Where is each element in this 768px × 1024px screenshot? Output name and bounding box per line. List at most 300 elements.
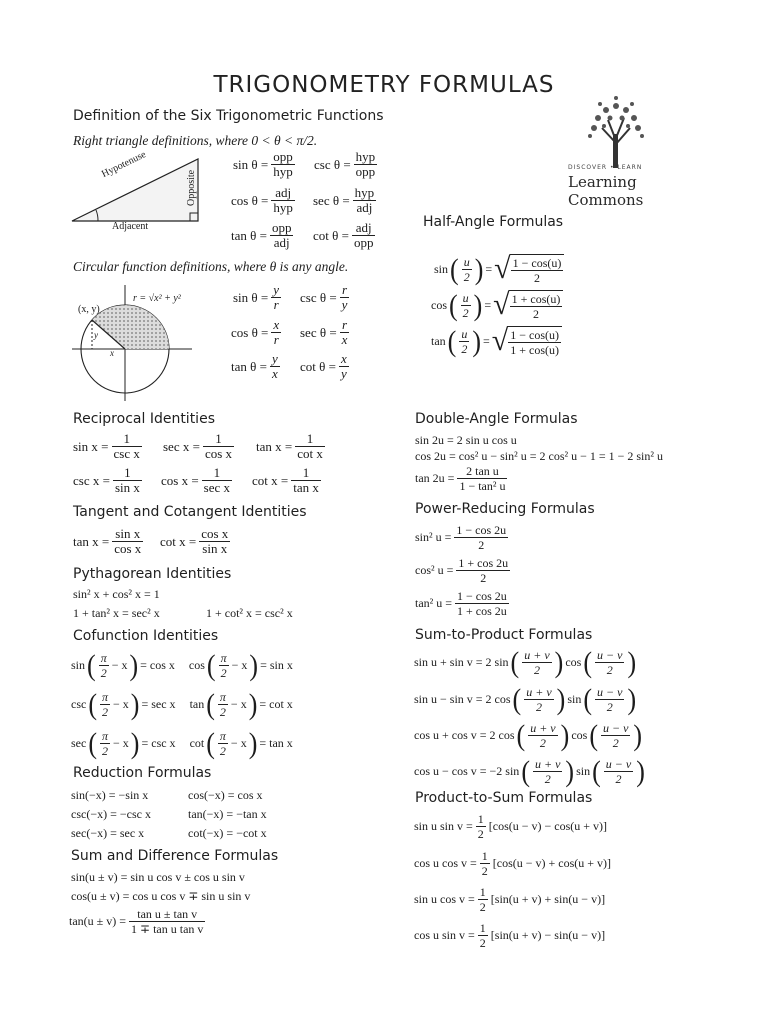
rhs: [sin(u + v) + sin(u − v)]: [490, 892, 606, 906]
numerator: hyp: [354, 185, 375, 200]
rhs: [sin(u + v) − sin(u − v)]: [490, 928, 606, 942]
fn-label: cos: [431, 298, 447, 312]
denominator: r: [273, 297, 279, 312]
recip-sec: [163, 432, 235, 461]
denominator: adj: [273, 235, 290, 250]
sum-to-product-row: [414, 645, 637, 679]
product-to-sum-heading: Product-to-Sum Formulas: [415, 790, 593, 806]
numerator: u: [463, 255, 470, 269]
equals: =: [483, 334, 490, 348]
half-tan-formula: [431, 326, 562, 357]
right-cos-label: cos θ =: [231, 192, 269, 208]
fraction: [270, 221, 294, 250]
sqrt: [494, 254, 564, 285]
fraction: [478, 921, 488, 950]
denominator: 2: [461, 342, 468, 356]
result: = sec x: [141, 697, 176, 711]
fraction: [219, 651, 229, 680]
adjacent-label: Adjacent: [112, 221, 149, 232]
denominator: x: [341, 332, 348, 347]
pyth-1: sin² x + cos² x = 1: [73, 587, 160, 601]
reciprocal-heading: Reciprocal Identities: [73, 411, 215, 427]
denominator: 2: [219, 744, 226, 758]
radius-label: r = √x² + y²: [133, 293, 181, 304]
recip-tan: [256, 432, 326, 461]
numerator: u: [461, 327, 468, 341]
sum-diff-sin: sin(u ± v) = sin u cos v ± cos u sin v: [71, 870, 245, 884]
result: = cot x: [259, 697, 293, 711]
sqrt: [492, 326, 562, 357]
denominator: 2: [612, 736, 619, 750]
numerator: 1 − cos 2u: [456, 523, 507, 537]
fraction: [203, 432, 234, 461]
fraction: [271, 283, 281, 312]
denominator: x: [271, 366, 278, 381]
fraction: [524, 685, 553, 714]
fraction: [271, 150, 295, 179]
denominator: 1 + cos(u): [510, 343, 560, 357]
numerator: 1: [291, 466, 321, 481]
pyth-2: 1 + tan² x = sec² x: [73, 606, 160, 620]
numerator: opp: [271, 220, 292, 235]
right-sec-label: sec θ =: [313, 192, 350, 208]
tree-icon: [576, 92, 656, 172]
rhs: [cos(u − v) + cos(u + v)]: [492, 856, 612, 870]
denominator: 2: [606, 700, 613, 714]
right-paren: ): [249, 648, 259, 682]
right-triangle-subtitle: Right triangle definitions, where 0 < θ < π/2.: [73, 133, 318, 148]
power-tan: [415, 589, 510, 618]
fraction: [511, 256, 564, 285]
recip-csc: [73, 466, 143, 495]
result: = tan x: [259, 736, 293, 750]
fraction: [218, 690, 228, 719]
fraction: [456, 556, 510, 585]
opposite-label: Opposite: [186, 169, 197, 206]
left-paren: (: [447, 324, 457, 358]
denominator: 2: [533, 271, 540, 285]
circ-cos-label: cos θ =: [231, 324, 269, 340]
double-tan: [415, 464, 508, 493]
minus-x: − x: [113, 736, 129, 750]
right-paren: ): [627, 682, 637, 716]
fraction: [454, 523, 508, 552]
fn-label: cos: [565, 655, 582, 669]
fraction: [455, 589, 509, 618]
left-paren: (: [88, 687, 97, 721]
denominator: 2: [478, 538, 485, 552]
lhs: sin² u =: [415, 530, 452, 544]
denominator: 2: [615, 772, 622, 786]
fn-label: cos: [188, 658, 205, 672]
fraction: [461, 291, 471, 320]
fraction: [508, 328, 561, 357]
lhs: cos u sin v =: [414, 928, 475, 942]
half-angle-heading: Half-Angle Formulas: [423, 214, 564, 230]
cofunction-row: [71, 726, 293, 760]
lhs: cot x =: [252, 472, 289, 488]
fraction: [601, 721, 630, 750]
right-tan-def: [231, 221, 294, 250]
fn-label: sin: [576, 764, 591, 778]
denominator: 2: [480, 571, 487, 585]
fraction: [295, 432, 325, 461]
double-angle-heading: Double-Angle Formulas: [415, 411, 578, 427]
reduction-formula: cot(−x) = −cot x: [188, 826, 267, 840]
fraction: [457, 464, 507, 493]
fn-label: cos: [571, 728, 588, 742]
fraction: [510, 292, 563, 321]
circular-subtitle: Circular function definitions, where θ is any angle.: [73, 259, 349, 274]
half-cos-formula: [431, 290, 563, 321]
denominator: 2: [532, 307, 539, 321]
numerator: y: [273, 282, 280, 297]
right-paren: ): [248, 726, 258, 760]
denominator: y: [340, 366, 347, 381]
circle-y-label: y: [94, 330, 98, 340]
reduction-formula: sin(−x) = −sin x: [71, 788, 149, 802]
left-paren: (: [521, 754, 530, 788]
numerator: u: [462, 291, 469, 305]
circ-csc-def: [300, 283, 350, 312]
left-paren: (: [206, 648, 216, 682]
numerator: u − v: [597, 685, 623, 699]
fn-label: sin: [434, 262, 449, 276]
left-paren: (: [206, 687, 215, 721]
fraction: [270, 352, 280, 381]
denominator: csc x: [113, 446, 140, 461]
fn-label: sin: [71, 658, 86, 672]
result: = csc x: [141, 736, 176, 750]
recip-cos: [161, 466, 233, 495]
numerator: 2 tan u: [457, 464, 507, 479]
right-paren: ): [130, 687, 140, 721]
product-to-sum-row: [414, 812, 607, 841]
product-to-sum-row: [414, 885, 605, 914]
right-sin-label: sin θ =: [233, 156, 269, 172]
right-paren: ): [248, 687, 258, 721]
result: = sin x: [260, 658, 293, 672]
right-paren: ): [130, 726, 140, 760]
numerator: x: [273, 317, 280, 332]
fraction: [595, 648, 624, 677]
numerator: r: [340, 318, 350, 333]
numerator: π: [219, 729, 226, 743]
right-cot-label: cot θ =: [313, 227, 349, 243]
numerator: u − v: [597, 648, 623, 662]
left-paren: (: [592, 754, 601, 788]
circ-sec-def: [300, 318, 350, 347]
denominator: hyp: [273, 164, 293, 179]
numerator: 1: [479, 885, 486, 899]
denominator: 2: [219, 705, 226, 719]
sqrt: [493, 290, 563, 321]
fn-label: sin: [567, 692, 582, 706]
result: = cos x: [140, 658, 175, 672]
fraction: [271, 186, 295, 215]
fraction: [354, 150, 378, 179]
numerator: 1 + cos(u): [511, 292, 561, 306]
minus-x: − x: [111, 658, 128, 672]
fraction: [604, 757, 633, 786]
lhs: cos u − cos v = −2 sin: [414, 764, 520, 778]
hypotenuse-label: Hypotenuse: [100, 149, 148, 180]
lhs: sec x =: [163, 438, 200, 454]
product-to-sum-row: [414, 921, 605, 950]
right-paren: ): [560, 718, 570, 752]
cot-identity: [160, 527, 231, 556]
circ-sec-label: sec θ =: [300, 324, 337, 340]
fn-label: cot: [189, 736, 205, 750]
lhs: cos² u =: [415, 563, 454, 577]
denominator: 2: [533, 663, 540, 677]
denominator: adj: [356, 200, 373, 215]
denominator: 2: [606, 663, 613, 677]
fn-label: tan: [189, 697, 205, 711]
left-paren: (: [449, 288, 458, 322]
fraction: [353, 186, 377, 215]
fraction: [480, 849, 490, 878]
fraction: [291, 466, 321, 495]
fn-label: csc: [71, 697, 87, 711]
circ-csc-label: csc θ =: [300, 289, 337, 305]
lhs: sin u − sin v = 2 cos: [414, 692, 511, 706]
power-cos: [415, 556, 511, 585]
numerator: 1 + cos 2u: [458, 556, 509, 570]
lhs: tan(u ± v) =: [69, 914, 127, 928]
equals: =: [484, 298, 492, 312]
numerator: π: [219, 690, 226, 704]
fraction: [340, 318, 350, 347]
fraction: [595, 685, 624, 714]
right-paren: ): [556, 682, 566, 716]
fraction: [271, 318, 281, 347]
circ-cot-def: [300, 352, 350, 381]
left-paren: (: [512, 682, 522, 716]
lhs: tan x =: [73, 533, 110, 549]
circ-tan-def: [231, 352, 281, 381]
fraction: [99, 651, 109, 680]
denominator: 2: [481, 864, 488, 878]
left-paren: (: [87, 648, 96, 682]
right-paren: ): [565, 754, 575, 788]
denominator: sin x: [114, 480, 140, 495]
fraction: [202, 466, 232, 495]
fraction: [476, 812, 486, 841]
right-paren: ): [474, 252, 484, 286]
denominator: 2: [544, 772, 551, 786]
double-sin: sin 2u = 2 sin u cos u: [415, 433, 517, 447]
numerator: 1: [479, 921, 486, 935]
circle-x-label: x: [110, 348, 114, 358]
recip-cot: [252, 466, 322, 495]
power-reducing-heading: Power-Reducing Formulas: [415, 501, 595, 517]
right-cos-def: [231, 186, 296, 215]
numerator: u − v: [602, 721, 629, 735]
learning-commons-logo: [560, 92, 710, 209]
lhs: cos x =: [161, 472, 199, 488]
lhs: cos u + cos v = 2 cos: [414, 728, 515, 742]
reduction-formula: sec(−x) = sec x: [71, 826, 145, 840]
right-paren: ): [636, 754, 645, 788]
right-sin-def: [233, 150, 296, 179]
right-tan-label: tan θ =: [231, 227, 267, 243]
left-paren: (: [206, 726, 215, 760]
denominator: 1 + cos 2u: [457, 604, 507, 618]
numerator: adj: [271, 186, 295, 201]
fraction: [459, 327, 469, 356]
right-paren: ): [129, 648, 139, 682]
lhs: sin x =: [73, 438, 109, 454]
minus-x: − x: [113, 697, 129, 711]
cofunction-row: [71, 687, 293, 721]
numerator: 1: [202, 466, 232, 481]
left-paren: (: [510, 645, 520, 679]
minus-x: − x: [230, 736, 247, 750]
lhs: tan x =: [256, 438, 293, 454]
fraction: [522, 648, 551, 677]
numerator: π: [102, 690, 109, 704]
sum-difference-heading: Sum and Difference Formulas: [71, 848, 279, 864]
sum-to-product-heading: Sum-to-Product Formulas: [415, 627, 593, 643]
point-label: (x, y): [78, 304, 100, 315]
fraction: [113, 466, 142, 495]
denominator: 2: [535, 700, 542, 714]
numerator: 1: [477, 812, 484, 826]
circ-cos-def: [231, 318, 282, 347]
denominator: 2: [477, 827, 484, 841]
radical-sign: √: [494, 252, 511, 285]
circ-sin-label: sin θ =: [233, 289, 269, 305]
pyth-3: 1 + cot² x = csc² x: [206, 606, 293, 620]
denominator: 2: [463, 270, 470, 284]
fraction: [528, 721, 557, 750]
denominator: 2: [100, 666, 107, 680]
reduction-formula: cos(−x) = cos x: [188, 788, 263, 802]
pythagorean-heading: Pythagorean Identities: [73, 566, 232, 582]
right-cot-def: [313, 221, 376, 250]
reduction-heading: Reduction Formulas: [73, 765, 212, 781]
product-to-sum-row: [414, 849, 611, 878]
reduction-formula: csc(−x) = −csc x: [71, 807, 151, 821]
denominator: 2: [102, 705, 108, 719]
sum-to-product-row: [414, 754, 645, 788]
numerator: r: [340, 283, 350, 298]
six-functions-heading: Definition of the Six Trigonometric Functions: [73, 108, 384, 124]
denominator: 2: [220, 666, 227, 680]
lhs: tan² u =: [415, 596, 453, 610]
fraction: [199, 527, 230, 556]
numerator: 1: [203, 432, 234, 447]
fn-label: tan: [431, 334, 446, 348]
right-paren: ): [472, 324, 482, 358]
numerator: u − v: [605, 757, 632, 771]
numerator: 1: [113, 466, 142, 481]
denominator: opp: [353, 235, 374, 250]
fraction: [112, 432, 142, 461]
lhs: sin u + sin v = 2 sin: [414, 655, 509, 669]
fraction: [352, 221, 376, 250]
numerator: π: [102, 729, 109, 743]
right-paren: ): [633, 718, 643, 752]
double-cos: cos 2u = cos² u − sin² u = 2 cos² u − 1 = 1 − 2 sin² u: [415, 449, 663, 463]
radical-sign: √: [493, 288, 510, 321]
numerator: x: [340, 351, 347, 366]
numerator: u + v: [534, 757, 561, 771]
sum-diff-tan: [69, 907, 206, 936]
minus-x: − x: [231, 658, 248, 672]
logo-name: Learning Commons: [568, 173, 644, 209]
denominator: 2: [479, 900, 486, 914]
numerator: hyp: [355, 149, 376, 164]
right-paren: ): [473, 288, 483, 322]
numerator: π: [100, 651, 107, 665]
right-paren: ): [627, 645, 637, 679]
sum-to-product-row: [414, 682, 637, 716]
denominator: sin x: [202, 541, 228, 556]
lhs: sin u sin v =: [414, 819, 473, 833]
numerator: 1 − cos(u): [510, 328, 560, 342]
lhs: tan 2u =: [415, 471, 455, 485]
numerator: 1: [295, 432, 325, 447]
denominator: 2: [462, 306, 469, 320]
numerator: 1 − cos 2u: [457, 589, 507, 603]
denominator: opp: [355, 164, 376, 179]
left-paren: (: [516, 718, 526, 752]
numerator: 1: [481, 849, 488, 863]
numerator: sin x: [112, 527, 143, 542]
left-paren: (: [589, 718, 598, 752]
reduction-formula: tan(−x) = −tan x: [188, 807, 267, 821]
denominator: 1 ∓ tan u tan v: [131, 922, 204, 936]
fraction: [129, 907, 205, 936]
numerator: u + v: [524, 648, 550, 662]
fraction: [478, 885, 488, 914]
lhs: cot x =: [160, 533, 197, 549]
numerator: cos x: [201, 526, 229, 541]
left-paren: (: [88, 726, 97, 760]
circ-sin-def: [233, 283, 282, 312]
fraction: [112, 527, 143, 556]
denominator: cos x: [114, 541, 142, 556]
numerator: opp: [273, 149, 293, 164]
fraction: [339, 352, 349, 381]
denominator: r: [273, 332, 279, 347]
cofunction-heading: Cofunction Identities: [73, 628, 219, 644]
denominator: sec x: [203, 480, 231, 495]
denominator: 2: [539, 736, 546, 750]
fraction: [100, 729, 110, 758]
fraction: [340, 283, 350, 312]
fraction: [462, 255, 472, 284]
denominator: hyp: [273, 200, 293, 215]
lhs: sin u cos v =: [414, 892, 475, 906]
cofunction-row: [71, 648, 293, 682]
right-csc-label: csc θ =: [314, 156, 351, 172]
denominator: 2: [102, 744, 108, 758]
denominator: 1 − tan² u: [459, 479, 506, 493]
recip-sin: [73, 432, 143, 461]
fraction: [100, 690, 110, 719]
right-sec-def: [313, 186, 377, 215]
lhs: cos u cos v =: [414, 856, 477, 870]
numerator: π: [220, 651, 227, 665]
numerator: adj: [352, 221, 376, 236]
left-paren: (: [583, 645, 592, 679]
power-sin: [415, 523, 509, 552]
half-sin-formula: [434, 254, 564, 285]
left-paren: (: [583, 682, 593, 716]
